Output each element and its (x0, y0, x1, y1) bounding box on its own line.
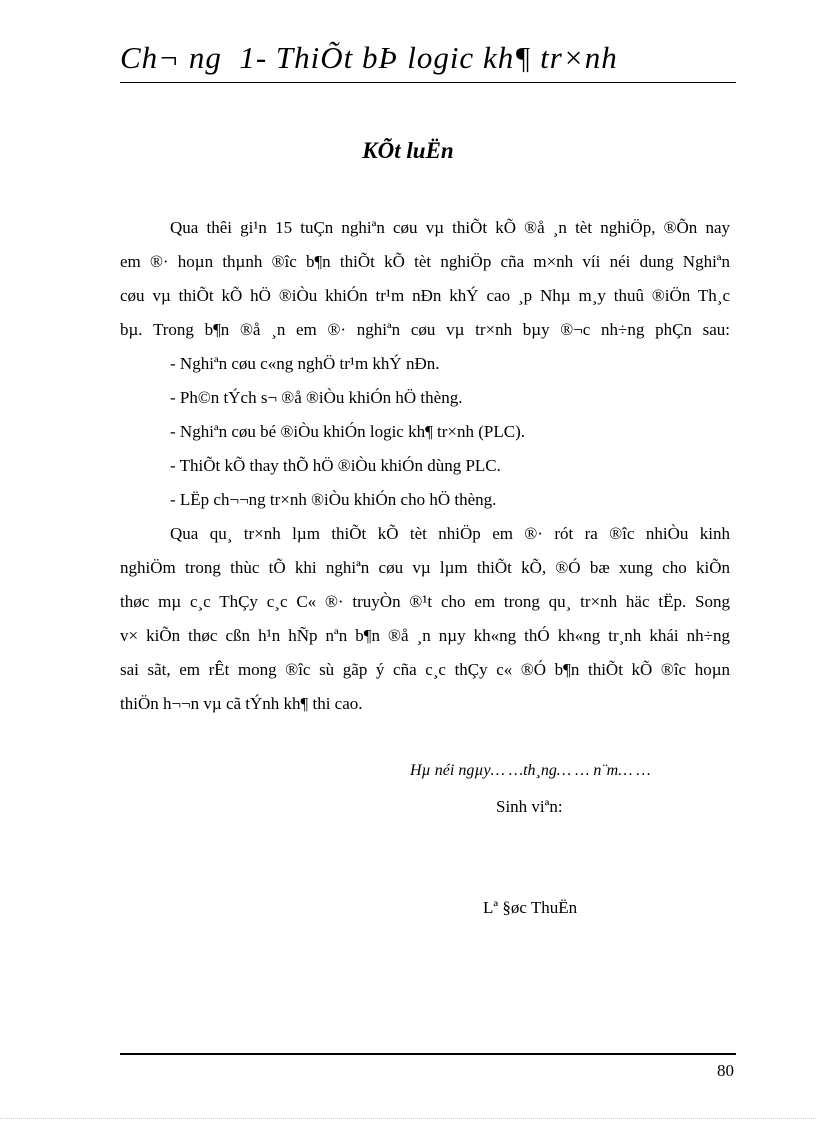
signature-place-date: Hµ néi ngµy… …th¸ng… … n¨m… … (410, 762, 651, 779)
paragraph-line: thiÖn h¬¬n vµ cã tÝnh kh¶ thi cao. (120, 694, 363, 713)
signature-name: Lª §øc ThuËn (483, 898, 578, 917)
paragraph-line: em ®· hoµn thµnh ®îc b¶n thiÕt kÕ tèt nghiÖp cña m×nh víi néi dung Nghiªn (120, 252, 730, 271)
paragraph-line: bµ. Trong b¶n ®å ¸n em ®· nghiªn cøu vµ tr×nh bµy ®¬c nh÷ng phÇn sau: (120, 320, 730, 339)
chapter-header: Ch¬ ng 1- ThiÕt bÞ logic kh¶ tr×nh (120, 40, 618, 75)
body-text (120, 211, 730, 721)
bullet-item: - ThiÕt kÕ thay thÕ hÖ ®iÒu khiÓn dùng PLC. (170, 456, 501, 475)
bullet-item: - Nghiªn cøu bé ®iÒu khiÓn logic kh¶ tr×nh (PLC). (170, 422, 526, 441)
header-divider (120, 82, 736, 83)
paragraph-line: nghiÖm trong thùc tÕ khi nghiªn cøu vµ lµm thiÕt kÕ, ®Ó bæ xung cho kiÕn (120, 558, 730, 577)
section-title: KÕt luËn (362, 138, 454, 163)
paragraph-line: cøu vµ thiÕt kÕ hÖ ®iÒu khiÓn tr¹m nÐn khÝ cao ¸p Nhµ m¸y thuû ®iÖn Th¸c (120, 286, 730, 305)
bullet-item: - LËp ch¬¬ng tr×nh ®iÒu khiÓn cho hÖ thèng. (170, 490, 497, 509)
paragraph-line: Qua thêi gi¹n 15 tuÇn nghiªn cøu vµ thiÕt kÕ ®å ¸n tèt nghiÖp, ®Õn nay (170, 218, 730, 237)
paragraph-line: sai sãt, em rÊt mong ®îc sù gãp ý cña c¸c thÇy c« ®Ó b¶n thiÕt kÕ ®îc hoµn (120, 660, 730, 679)
bullet-item: - Nghiªn cøu c«ng nghÖ tr¹m khÝ nÐn. (170, 354, 440, 373)
page-number: 80 (717, 1061, 734, 1080)
paragraph-line: v× kiÕn thøc cßn h¹n hÑp nªn b¶n ®å ¸n nµy kh«ng thÓ kh«ng tr¸nh khái nh÷ng (120, 626, 730, 645)
paragraph-line: thøc mµ c¸c ThÇy c¸c C« ®· truyÒn ®¹t cho em trong qu¸ tr×nh häc tËp. Song (120, 592, 730, 611)
signature-role: Sinh viªn: (496, 797, 563, 816)
footer-divider (120, 1053, 736, 1055)
paragraph-line: Qua qu¸ tr×nh lµm thiÕt kÕ tèt nhiÖp em ®· rót ra ®îc nhiÒu kinh (170, 524, 730, 543)
page-edge (0, 1118, 816, 1119)
bullet-item: - Ph©n tÝch s¬ ®å ®iÒu khiÓn hÖ thèng. (170, 388, 463, 407)
